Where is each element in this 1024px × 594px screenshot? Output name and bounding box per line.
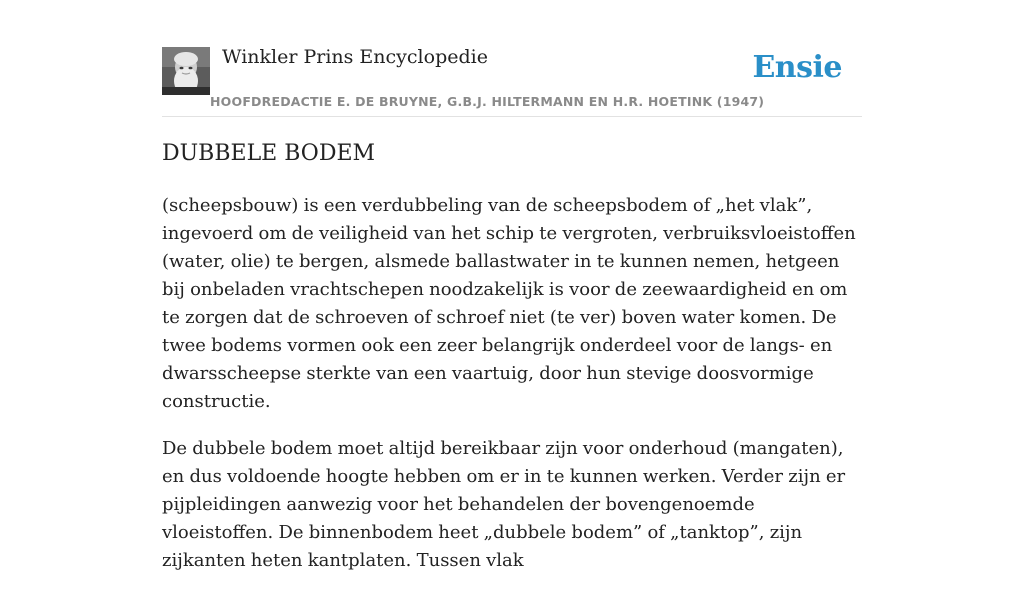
entry-title: DUBBELE BODEM <box>162 141 376 166</box>
source-header <box>162 0 862 117</box>
page <box>162 0 862 571</box>
portrait-image <box>162 47 210 95</box>
source-title[interactable]: Winkler Prins Encyclopedie <box>222 46 488 68</box>
paragraph: (scheepsbouw) is een verdubbeling van de scheepsbodem of „het vlak”, ingevoerd om de veiligheid van het schip te vergroten, verbruiksvloeistoffen (water, olie) te bergen, alsmede ballastwater in te kunnen nemen, hetgeen bij onbeladen vrachtschepen noodzakelijk is voor de zeewaardigheid en om te zorgen dat de schroeven of schroef niet (te ver) boven water komen. De twee bodems vormen ook een zeer belangrijk onderdeel voor de langs- en dwarsscheepse sterkte van een vaartuig, door hun stevige doosvormige constructie. <box>162 195 856 412</box>
entry-body <box>162 192 862 594</box>
paragraph: De dubbele bodem moet altijd bereikbaar zijn voor onderhoud (mangaten), en dus voldoende hoogte hebben om er in te kunnen werken. Verder zijn er pijpleidingen aanwezig voor het behandelen der bovengenoemde vloeistoffen. De binnenbodem heet „dubbele bodem” of „tanktop”, zijn zijkanten heten kantplaten. Tussen vlak <box>162 438 846 571</box>
source-editors: HOOFDREDACTIE E. DE BRUYNE, G.B.J. HILTERMANN EN H.R. HOETINK (1947) <box>210 94 765 109</box>
avatar <box>162 47 210 95</box>
brand-logo[interactable]: Ensie <box>752 50 842 85</box>
